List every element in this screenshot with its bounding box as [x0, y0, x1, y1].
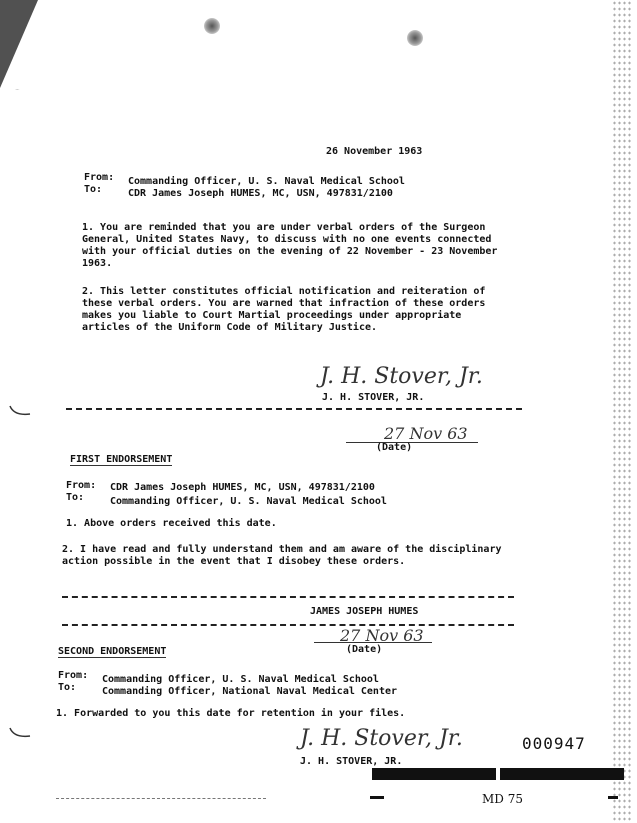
first-from-label: From: [66, 480, 97, 491]
redaction-dash-2 [608, 796, 618, 799]
first-endorsement-heading: FIRST ENDORSEMENT [70, 454, 173, 465]
order-signature: J. H. Stover, Jr. [320, 364, 483, 389]
second-to-value: Commanding Officer, National Naval Medical Center [102, 686, 398, 697]
redaction-bar-1 [372, 768, 496, 780]
first-endorsement-date: 27 Nov 63 [384, 424, 468, 443]
second-from-label: From: [58, 670, 89, 681]
second-signature-name: J. H. STOVER, JR. [300, 756, 403, 767]
first-to-label: To: [66, 492, 85, 503]
order-signature-name: J. H. STOVER, JR. [322, 392, 425, 403]
first-endorsement-date-label: (Date) [376, 442, 413, 453]
second-signature: J. H. Stover, Jr. [300, 726, 463, 751]
footer-faint-line [56, 798, 266, 799]
first-to-value: Commanding Officer, U. S. Naval Medical School [110, 496, 387, 507]
separator-rule-2 [62, 596, 514, 598]
order-from-label: From: [84, 172, 115, 183]
second-from-value: Commanding Officer, U. S. Naval Medical School [102, 674, 379, 685]
document-date: 26 November 1963 [326, 146, 423, 157]
footer-code: MD 75 [482, 792, 523, 806]
order-paragraph-2: 2. This letter constitutes official notification and reiteration of these verbal orders. You are warned that infraction of these orders makes you liable to Court Martial proceedings under appropriate articles of the Uniform Code of Military Justice. [82, 286, 486, 333]
redaction-bar-2 [500, 768, 624, 780]
first-paragraph-1: 1. Above orders received this date. [66, 518, 277, 529]
order-from-value: Commanding Officer, U. S. Naval Medical School [128, 176, 405, 187]
margin-mark-2 [8, 726, 32, 742]
second-endorsement-date-label: (Date) [346, 644, 383, 655]
second-endorsement-heading: SECOND ENDORSEMENT [58, 646, 167, 657]
second-to-label: To: [58, 682, 77, 693]
first-from-value: CDR James Joseph HUMES, MC, USN, 497831/2100 [110, 482, 375, 493]
punch-hole-left [204, 18, 220, 34]
second-date-line [314, 642, 432, 643]
redaction-dash [370, 796, 384, 799]
order-to-value: CDR James Joseph HUMES, MC, USN, 497831/2100 [128, 188, 393, 199]
first-signature-name: JAMES JOSEPH HUMES [310, 606, 419, 617]
punch-hole-right [407, 30, 423, 46]
second-endorsement-date: 27 Nov 63 [340, 626, 424, 645]
first-paragraph-2: 2. I have read and fully understand them and am aware of the disciplinary action possible in the event that I disobey these orders. [62, 544, 502, 567]
margin-mark-1 [8, 404, 32, 420]
scan-edge-noise [612, 0, 632, 823]
document-number: 000947 [522, 734, 586, 753]
separator-rule-3 [62, 624, 514, 626]
order-to-label: To: [84, 184, 103, 195]
order-paragraph-1: 1. You are reminded that you are under verbal orders of the Surgeon General, United States Navy, to discuss with no one events connected with your official duties on the evening of 22 November - 23 November 1963. [82, 222, 498, 269]
separator-rule-1 [66, 408, 522, 410]
scan-corner-shadow [0, 0, 40, 90]
second-paragraph-1: 1. Forwarded to you this date for retention in your files. [56, 708, 406, 719]
